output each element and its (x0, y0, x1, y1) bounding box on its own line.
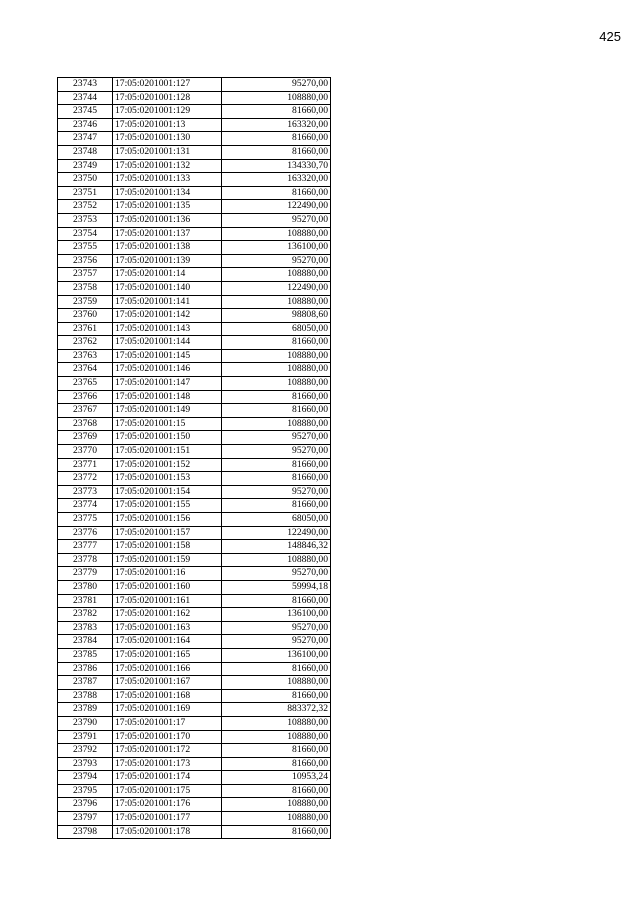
cadastral-value-cell: 81660,00 (222, 784, 331, 798)
cadastral-number-cell: 17:05:0201001:139 (113, 254, 222, 268)
row-id-cell: 23784 (58, 635, 113, 649)
table-row (58, 213, 331, 227)
cadastral-number-cell: 17:05:0201001:175 (113, 784, 222, 798)
row-id-cell: 23745 (58, 105, 113, 119)
table-row (58, 553, 331, 567)
cadastral-value-cell: 95270,00 (222, 635, 331, 649)
row-id-cell: 23794 (58, 771, 113, 785)
table-row (58, 812, 331, 826)
row-id-cell: 23759 (58, 295, 113, 309)
row-id-cell: 23796 (58, 798, 113, 812)
cadastral-value-cell: 108880,00 (222, 227, 331, 241)
row-id-cell: 23754 (58, 227, 113, 241)
cadastral-number-cell: 17:05:0201001:13 (113, 118, 222, 132)
cadastral-number-cell: 17:05:0201001:173 (113, 757, 222, 771)
cadastral-value-cell: 81660,00 (222, 105, 331, 119)
row-id-cell: 23790 (58, 716, 113, 730)
cadastral-value-cell: 81660,00 (222, 390, 331, 404)
cadastral-number-cell: 17:05:0201001:161 (113, 594, 222, 608)
table-row (58, 567, 331, 581)
cadastral-number-cell: 17:05:0201001:146 (113, 363, 222, 377)
cadastral-number-cell: 17:05:0201001:130 (113, 132, 222, 146)
cadastral-value-cell: 122490,00 (222, 281, 331, 295)
cadastral-number-cell: 17:05:0201001:164 (113, 635, 222, 649)
cadastral-number-cell: 17:05:0201001:169 (113, 703, 222, 717)
cadastral-number-cell: 17:05:0201001:162 (113, 608, 222, 622)
row-id-cell: 23768 (58, 417, 113, 431)
cadastral-value-cell: 136100,00 (222, 608, 331, 622)
row-id-cell: 23792 (58, 744, 113, 758)
table-row (58, 608, 331, 622)
cadastral-value-cell: 81660,00 (222, 186, 331, 200)
cadastral-value-cell: 81660,00 (222, 336, 331, 350)
row-id-cell: 23762 (58, 336, 113, 350)
cadastral-number-cell: 17:05:0201001:158 (113, 540, 222, 554)
table-row (58, 336, 331, 350)
cadastral-value-cell: 95270,00 (222, 485, 331, 499)
row-id-cell: 23798 (58, 825, 113, 839)
row-id-cell: 23772 (58, 472, 113, 486)
table-row (58, 227, 331, 241)
cadastral-number-cell: 17:05:0201001:151 (113, 445, 222, 459)
cadastral-number-cell: 17:05:0201001:155 (113, 499, 222, 513)
table-row (58, 689, 331, 703)
table-row (58, 363, 331, 377)
cadastral-value-cell: 95270,00 (222, 213, 331, 227)
table-row (58, 703, 331, 717)
table-row (58, 716, 331, 730)
table-row (58, 268, 331, 282)
cadastral-value-cell: 81660,00 (222, 662, 331, 676)
cadastral-value-cell: 108880,00 (222, 553, 331, 567)
cadastral-value-cell: 81660,00 (222, 825, 331, 839)
row-id-cell: 23797 (58, 812, 113, 826)
cadastral-value-cell: 81660,00 (222, 757, 331, 771)
table-row (58, 744, 331, 758)
table-row (58, 594, 331, 608)
cadastral-value-cell: 81660,00 (222, 472, 331, 486)
table-row (58, 472, 331, 486)
table-row (58, 404, 331, 418)
cadastral-number-cell: 17:05:0201001:132 (113, 159, 222, 173)
row-id-cell: 23775 (58, 513, 113, 527)
table-row (58, 499, 331, 513)
table-body (58, 78, 331, 839)
cadastral-value-cell: 59994,18 (222, 580, 331, 594)
cadastral-value-cell: 95270,00 (222, 78, 331, 92)
cadastral-number-cell: 17:05:0201001:166 (113, 662, 222, 676)
cadastral-value-cell: 95270,00 (222, 445, 331, 459)
cadastral-value-cell: 95270,00 (222, 621, 331, 635)
row-id-cell: 23763 (58, 349, 113, 363)
row-id-cell: 23761 (58, 322, 113, 336)
cadastral-number-cell: 17:05:0201001:172 (113, 744, 222, 758)
cadastral-value-cell: 108880,00 (222, 716, 331, 730)
row-id-cell: 23791 (58, 730, 113, 744)
table-row (58, 540, 331, 554)
row-id-cell: 23767 (58, 404, 113, 418)
cadastral-value-cell: 108880,00 (222, 417, 331, 431)
cadastral-number-cell: 17:05:0201001:163 (113, 621, 222, 635)
cadastral-number-cell: 17:05:0201001:136 (113, 213, 222, 227)
cadastral-number-cell: 17:05:0201001:170 (113, 730, 222, 744)
table-row (58, 91, 331, 105)
cadastral-value-cell: 108880,00 (222, 377, 331, 391)
cadastral-number-cell: 17:05:0201001:156 (113, 513, 222, 527)
table-row (58, 580, 331, 594)
row-id-cell: 23781 (58, 594, 113, 608)
table-row (58, 798, 331, 812)
row-id-cell: 23749 (58, 159, 113, 173)
cadastral-number-cell: 17:05:0201001:157 (113, 526, 222, 540)
cadastral-value-cell: 108880,00 (222, 730, 331, 744)
cadastral-number-cell: 17:05:0201001:143 (113, 322, 222, 336)
row-id-cell: 23744 (58, 91, 113, 105)
cadastral-value-cell: 163320,00 (222, 173, 331, 187)
table-row (58, 485, 331, 499)
row-id-cell: 23765 (58, 377, 113, 391)
cadastral-number-cell: 17:05:0201001:144 (113, 336, 222, 350)
cadastral-number-cell: 17:05:0201001:128 (113, 91, 222, 105)
row-id-cell: 23747 (58, 132, 113, 146)
row-id-cell: 23764 (58, 363, 113, 377)
cadastral-number-cell: 17:05:0201001:141 (113, 295, 222, 309)
table-row (58, 431, 331, 445)
cadastral-value-cell: 108880,00 (222, 91, 331, 105)
row-id-cell: 23782 (58, 608, 113, 622)
table-row (58, 825, 331, 839)
table-row (58, 445, 331, 459)
cadastral-value-cell: 148846,32 (222, 540, 331, 554)
table-row (58, 78, 331, 92)
row-id-cell: 23753 (58, 213, 113, 227)
row-id-cell: 23756 (58, 254, 113, 268)
row-id-cell: 23779 (58, 567, 113, 581)
cadastral-number-cell: 17:05:0201001:129 (113, 105, 222, 119)
row-id-cell: 23743 (58, 78, 113, 92)
row-id-cell: 23795 (58, 784, 113, 798)
cadastral-number-cell: 17:05:0201001:17 (113, 716, 222, 730)
cadastral-value-cell: 81660,00 (222, 594, 331, 608)
row-id-cell: 23766 (58, 390, 113, 404)
cadastral-value-cell: 108880,00 (222, 295, 331, 309)
row-id-cell: 23770 (58, 445, 113, 459)
row-id-cell: 23760 (58, 309, 113, 323)
cadastral-number-cell: 17:05:0201001:154 (113, 485, 222, 499)
cadastral-value-cell: 108880,00 (222, 268, 331, 282)
table-row (58, 132, 331, 146)
cadastral-value-cell: 81660,00 (222, 404, 331, 418)
cadastral-value-cell: 95270,00 (222, 254, 331, 268)
table-row (58, 513, 331, 527)
table-row (58, 295, 331, 309)
cadastral-value-cell: 108880,00 (222, 349, 331, 363)
table-row (58, 526, 331, 540)
cadastral-value-cell: 883372,32 (222, 703, 331, 717)
table-row (58, 173, 331, 187)
cadastral-number-cell: 17:05:0201001:160 (113, 580, 222, 594)
cadastral-value-cell: 68050,00 (222, 513, 331, 527)
cadastral-value-cell: 108880,00 (222, 363, 331, 377)
cadastral-number-cell: 17:05:0201001:137 (113, 227, 222, 241)
cadastral-number-cell: 17:05:0201001:127 (113, 78, 222, 92)
table-row (58, 621, 331, 635)
row-id-cell: 23748 (58, 145, 113, 159)
row-id-cell: 23757 (58, 268, 113, 282)
cadastral-number-cell: 17:05:0201001:178 (113, 825, 222, 839)
table-row (58, 309, 331, 323)
cadastral-number-cell: 17:05:0201001:177 (113, 812, 222, 826)
table-row (58, 730, 331, 744)
table-row (58, 771, 331, 785)
cadastral-number-cell: 17:05:0201001:15 (113, 417, 222, 431)
cadastral-value-cell: 95270,00 (222, 431, 331, 445)
row-id-cell: 23771 (58, 458, 113, 472)
row-id-cell: 23755 (58, 241, 113, 255)
table-row (58, 159, 331, 173)
cadastral-value-cell: 81660,00 (222, 145, 331, 159)
cadastral-number-cell: 17:05:0201001:167 (113, 676, 222, 690)
cadastral-number-cell: 17:05:0201001:165 (113, 648, 222, 662)
cadastral-value-cell: 134330,70 (222, 159, 331, 173)
cadastral-number-cell: 17:05:0201001:176 (113, 798, 222, 812)
table-row (58, 648, 331, 662)
table-row (58, 241, 331, 255)
row-id-cell: 23750 (58, 173, 113, 187)
row-id-cell: 23777 (58, 540, 113, 554)
cadastral-number-cell: 17:05:0201001:150 (113, 431, 222, 445)
cadastral-number-cell: 17:05:0201001:138 (113, 241, 222, 255)
row-id-cell: 23773 (58, 485, 113, 499)
table-row (58, 390, 331, 404)
cadastral-value-cell: 122490,00 (222, 200, 331, 214)
cadastral-number-cell: 17:05:0201001:168 (113, 689, 222, 703)
table-row (58, 322, 331, 336)
row-id-cell: 23783 (58, 621, 113, 635)
row-id-cell: 23769 (58, 431, 113, 445)
cadastral-number-cell: 17:05:0201001:148 (113, 390, 222, 404)
table-row (58, 757, 331, 771)
cadastral-number-cell: 17:05:0201001:152 (113, 458, 222, 472)
cadastral-value-cell: 108880,00 (222, 812, 331, 826)
table-row (58, 676, 331, 690)
table-row (58, 105, 331, 119)
cadastral-value-cell: 136100,00 (222, 241, 331, 255)
cadastral-value-cell: 163320,00 (222, 118, 331, 132)
row-id-cell: 23751 (58, 186, 113, 200)
cadastral-value-cell: 136100,00 (222, 648, 331, 662)
table-row (58, 635, 331, 649)
table-row (58, 281, 331, 295)
cadastral-number-cell: 17:05:0201001:14 (113, 268, 222, 282)
table-row (58, 417, 331, 431)
table-row (58, 458, 331, 472)
cadastral-value-table (57, 77, 331, 839)
cadastral-value-cell: 81660,00 (222, 689, 331, 703)
cadastral-value-cell: 68050,00 (222, 322, 331, 336)
row-id-cell: 23788 (58, 689, 113, 703)
cadastral-number-cell: 17:05:0201001:147 (113, 377, 222, 391)
row-id-cell: 23787 (58, 676, 113, 690)
row-id-cell: 23746 (58, 118, 113, 132)
cadastral-value-cell: 81660,00 (222, 458, 331, 472)
table-row (58, 349, 331, 363)
cadastral-value-cell: 10953,24 (222, 771, 331, 785)
table-row (58, 118, 331, 132)
row-id-cell: 23776 (58, 526, 113, 540)
row-id-cell: 23793 (58, 757, 113, 771)
cadastral-number-cell: 17:05:0201001:131 (113, 145, 222, 159)
page-number: 425 (599, 29, 621, 44)
cadastral-number-cell: 17:05:0201001:134 (113, 186, 222, 200)
row-id-cell: 23758 (58, 281, 113, 295)
cadastral-number-cell: 17:05:0201001:140 (113, 281, 222, 295)
row-id-cell: 23774 (58, 499, 113, 513)
cadastral-number-cell: 17:05:0201001:16 (113, 567, 222, 581)
table-row (58, 145, 331, 159)
cadastral-value-cell: 108880,00 (222, 798, 331, 812)
row-id-cell: 23752 (58, 200, 113, 214)
cadastral-number-cell: 17:05:0201001:159 (113, 553, 222, 567)
table-row (58, 784, 331, 798)
cadastral-value-cell: 81660,00 (222, 744, 331, 758)
cadastral-number-cell: 17:05:0201001:174 (113, 771, 222, 785)
cadastral-number-cell: 17:05:0201001:135 (113, 200, 222, 214)
row-id-cell: 23778 (58, 553, 113, 567)
table-row (58, 254, 331, 268)
table-row (58, 662, 331, 676)
row-id-cell: 23780 (58, 580, 113, 594)
row-id-cell: 23785 (58, 648, 113, 662)
table-row (58, 186, 331, 200)
row-id-cell: 23786 (58, 662, 113, 676)
cadastral-number-cell: 17:05:0201001:145 (113, 349, 222, 363)
cadastral-value-cell: 108880,00 (222, 676, 331, 690)
cadastral-value-cell: 122490,00 (222, 526, 331, 540)
table-row (58, 377, 331, 391)
cadastral-number-cell: 17:05:0201001:153 (113, 472, 222, 486)
cadastral-number-cell: 17:05:0201001:142 (113, 309, 222, 323)
cadastral-number-cell: 17:05:0201001:149 (113, 404, 222, 418)
cadastral-number-cell: 17:05:0201001:133 (113, 173, 222, 187)
cadastral-value-cell: 81660,00 (222, 132, 331, 146)
cadastral-value-cell: 98808,60 (222, 309, 331, 323)
cadastral-value-cell: 81660,00 (222, 499, 331, 513)
table-row (58, 200, 331, 214)
row-id-cell: 23789 (58, 703, 113, 717)
cadastral-value-cell: 95270,00 (222, 567, 331, 581)
